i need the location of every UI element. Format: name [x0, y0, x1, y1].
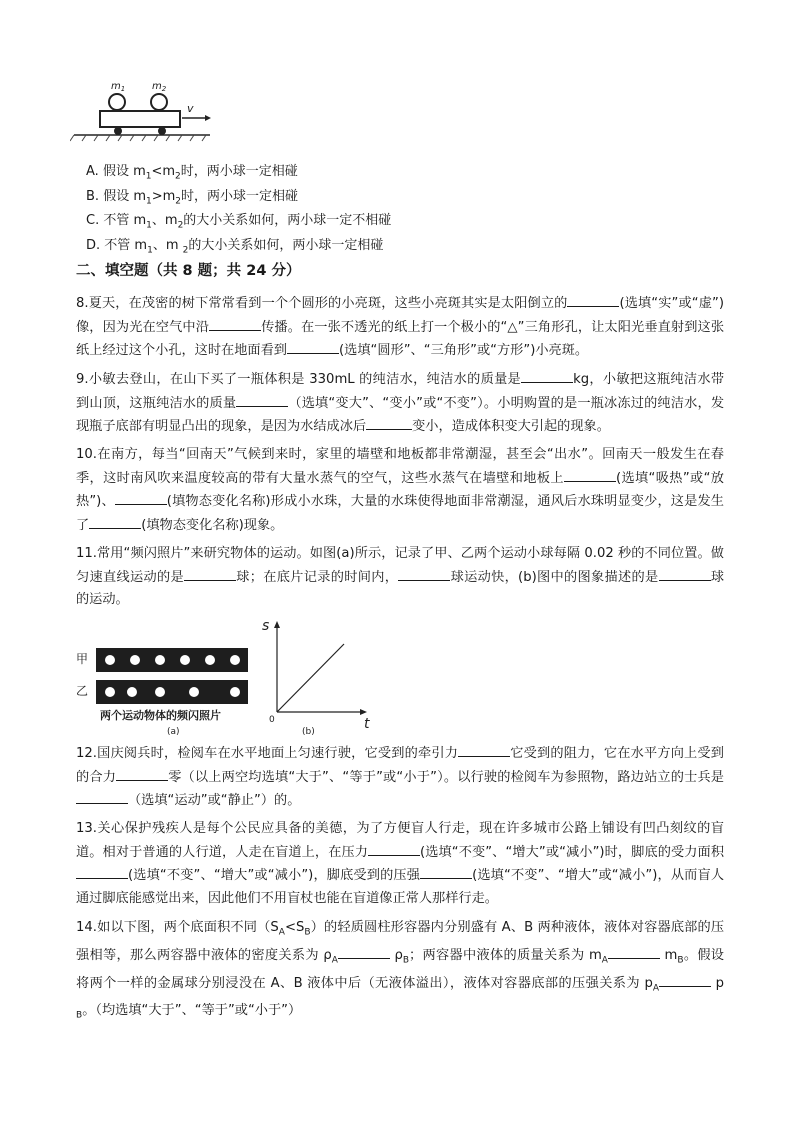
row-label-yi: 乙 [76, 684, 89, 698]
cart-figure [70, 78, 220, 144]
y-axis-arrow [274, 621, 280, 628]
axis-label-s: s [262, 618, 270, 634]
blank[interactable] [287, 339, 339, 354]
blank[interactable] [184, 566, 236, 581]
axis-label-t: t [364, 716, 370, 732]
option-b: B. 假设 $m_1>m_2$时，两小球一定相碰 [86, 188, 299, 207]
film-strip-jia [96, 648, 248, 672]
label-a: (a) [167, 727, 180, 737]
ball-jia [130, 655, 140, 665]
label-m2: $m_2$ [152, 81, 167, 93]
ground-hatching [70, 135, 206, 141]
blank[interactable] [76, 864, 128, 879]
question-13: 13.关心保护残疾人是每个公民应具备的美德，为了方便盲人行走，现在许多城市公路上铺设有凹凸刻纹的盲道。相对于普通的人行道，人走在盲道上，在压力 (选填“不变”、“增大”或“减小”)时，脚底的受力面积(选填“不变”、“增大”或“减小”)，脚底受到的压强 (选填“不变”、“增大”或“减小”)，从而盲人通过脚底能感觉出来，因此他们不用盲杖也能在盲道像正常人那样行走。 [76, 821, 725, 906]
blank[interactable] [564, 467, 616, 482]
section-title: 二、填空题（共 8 题；共 24 分） [76, 263, 301, 279]
blank[interactable] [236, 392, 288, 407]
question-12: 12.国庆阅兵时，检阅车在水平地面上匀速行驶，它受到的牵引力 它受到的阻力，它在水平方向上受到的合力 零（以上两空均选填“大于”、“等于”或“小于”）。以行驶的检阅车为参照物，路边站立的士兵是（选填“运动”或“静止”）的。 [76, 742, 724, 813]
question-9: 9.小敏去登山，在山下买了一瓶体积是 330mL 的纯洁水，纯洁水的质量是 kg，小敏把这瓶纯洁水带到山顶，这瓶纯洁水的质量 （选填“变大”、“变小”或“不变”）。小明购置的是一瓶冰冻过的纯洁水，发现瓶子底部有明显凸出的现象，是因为水结成冰后 变小，造成体积变大引起的现象。 [76, 368, 724, 439]
option-d: D. 不管 $m_1$、m $_2$的大小关系如何，两小球一定相碰 [86, 237, 384, 256]
question-14: 14.如以下图，两个底面积不同$(S_A<S_B)$的轻质圆柱形容器内分别盛有 A、B 两种液体，液体对容器底部的压强相等，那么两容器中液体的密度关系为 $\rho_A$ $\rho_B$；两容器中液体的质量关系为 $m_A$ $m_B$。假设将两个一样的金属球分别浸没在 A、B 液体中后（无液体溢出），液体对容器底部的压强关系为 $p_A$ $p_B$。（均选填“大于”、“等于”或“小于”） [76, 920, 725, 1022]
label-m1: $m_1$ [111, 81, 126, 93]
flash-caption: 两个运动物体的频闪照片 [100, 709, 221, 722]
blank[interactable] [368, 841, 420, 856]
blank[interactable] [659, 566, 711, 581]
blank[interactable] [458, 742, 510, 757]
cart-body [100, 111, 180, 127]
ball-yi [155, 687, 165, 697]
ball-jia [205, 655, 215, 665]
blank[interactable] [89, 514, 141, 529]
cart-wheel-left [114, 127, 122, 135]
ball-jia [155, 655, 165, 665]
answer-options [86, 160, 391, 258]
ball-yi [189, 687, 199, 697]
question-10: 10.在南方，每当“回南天”气候到来时，家里的墙壁和地板都非常潮湿，甚至会“出水”。回南天一般发生在春季，这时南风吹来温度较高的带有大量水蒸气的空气，这些水蒸气在墙壁和地板上 (选填“吸热”或“放热”)、 (填物态变化名称)形成小水珠，大量的水珠使得地面非常潮湿，通风后水珠明显变少，这是发生了 (填物态变化名称)现象。 [76, 447, 724, 533]
blank[interactable] [76, 789, 128, 804]
blank[interactable] [116, 766, 168, 781]
ball-jia [105, 655, 115, 665]
blank[interactable] [608, 944, 660, 959]
question-8: 8.夏天，在茂密的树下常常看到一个个圆形的小亮斑，这些小亮斑其实是太阳倒立的 (选填“实”或“虚”)像，因为光在空气中沿 传播。在一张不透光的纸上打一个极小的“△”三角形孔，让太阳光垂直射到这张纸上经过这个小孔，这时在地面看到 (选填“圆形”、“三角形”或“方形”)小亮斑。 [76, 292, 724, 363]
blank[interactable] [659, 972, 711, 987]
option-a: A. 假设 $m_1<m_2$时，两小球一定相碰 [86, 164, 298, 182]
cart-wheel-right [158, 127, 166, 135]
blank[interactable] [567, 292, 619, 307]
x-axis-arrow [360, 709, 367, 715]
ball-jia [230, 655, 240, 665]
ball-m2 [151, 94, 167, 110]
option-c: C. 不管 $m_1$、$m_2$的大小关系如何，两小球一定不相碰 [86, 213, 392, 231]
ball-yi [105, 687, 115, 697]
blank[interactable] [338, 944, 390, 959]
row-label-jia: 甲 [76, 652, 89, 666]
film-strip-yi [96, 680, 248, 704]
ball-m1 [109, 94, 125, 110]
blank[interactable] [420, 864, 472, 879]
blank[interactable] [366, 415, 412, 430]
velocity-arrow-head [205, 115, 211, 121]
s-t-line [277, 644, 344, 712]
blank[interactable] [398, 566, 450, 581]
label-b: (b) [302, 727, 315, 737]
ball-yi [127, 687, 137, 697]
blank[interactable] [521, 368, 573, 383]
flash-photo-figure [72, 618, 372, 740]
question-11: 11.常用“频闪照片”来研究物体的运动。如图(a)所示，记录了甲、乙两个运动小球每隔 0.02 秒的不同位置。做匀速直线运动的是 球；在底片记录的时间内， 球运动快，(b)图中的图象描述的是 球的运动。 [76, 546, 725, 607]
blank[interactable] [209, 316, 261, 331]
label-v: v [187, 102, 194, 115]
ball-yi [230, 687, 240, 697]
ball-jia [180, 655, 190, 665]
origin-label: 0 [269, 715, 275, 725]
blank[interactable] [115, 490, 167, 505]
